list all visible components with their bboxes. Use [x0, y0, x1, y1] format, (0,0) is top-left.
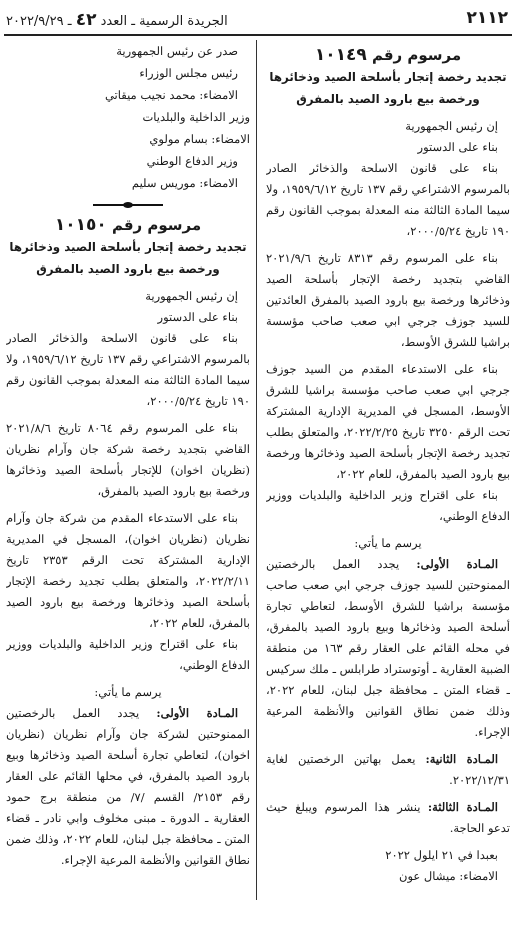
- defense-minister-signature: الامضاء: موريس سليم: [131, 176, 238, 190]
- signature-block: [6, 40, 250, 194]
- decree-subtitle-1: تجديد رخصة إتجار بأسلحة الصيد وذخائرها: [9, 240, 247, 254]
- issue-number: ٤٢: [75, 10, 97, 30]
- article-1-text: يجدد العمل بالرخصتين الممنوحتين لشركة جان وآرام نظريان (نظريان اخوان)، لتعاطي تجارة أسلحة الصيد وذخائرها وبيع بارود الصيد بالمفرق، في محلها القائم على العقار رقم ٢١٥٣/ القسم /٧/ من منطقة برج حمود العقارية ـ الدورة ـ مبنى مخلوف وابي نادر ـ قضاء المتن ـ محافظة جبل لبنان، للعام ٢٠٢٢، وذلك ضمن نطاق القوانين والأنظمة المرعية الإجراء.: [6, 706, 250, 867]
- law-reference: بناء على قانون الاسلحة والذخائر الصادر بالمرسوم الاشتراعي رقم ١٣٧ تاريخ ١٩٥٩/٦/١٢، ولا سيما المادة الثالثة منه المعدلة بموجب القانون رقم ١٩٠ تاريخ ٢٠٠٠/٥/٢٤،: [266, 161, 510, 238]
- decree-reference: بناء على المرسوم رقم ٨٠٦٤ تاريخ ٢٠٢١/٨/٦ القاضي بتجديد رخصة شركة جان وآرام نظريان (نظريان اخوان) للإتجار بأسلحة الصيد وذخائرها ورخصة بيع بارود الصيد بالمفرق،: [6, 421, 250, 498]
- decree-subtitle-2: ورخصة بيع بارود الصيد بالمفرق: [36, 262, 220, 276]
- decree-title: مرسوم رقم: [371, 46, 462, 64]
- article-1: [6, 703, 250, 871]
- law-reference: بناء على قانون الاسلحة والذخائر الصادر بالمرسوم الاشتراعي رقم ١٣٧ تاريخ ١٩٥٩/٦/١٢، ولا سيما المادة الثالثة منه المعدلة بموجب القانون رقم ١٩٠ تاريخ ٢٠٠٠/٥/٢٤،: [6, 331, 250, 408]
- application-reference: بناء على الاستدعاء المقدم من السيد جوزف جرجي ابي صعب صاحب مؤسسة براشيا للشرق الأوسط، المسجل في المديرية الإدارية المشتركة تحت الرقم ٣٢٥٠ تاريخ ٢٠٢٢/٢/٢٥، والمتعلق بطلب تجديد رخصة الإتجار بأسلحة الصيد وذخائرها ورخصة بيع بارود الصيد بالمفرق، للعام ٢٠٢٢،: [266, 362, 510, 481]
- decree-title: مرسوم رقم: [111, 216, 202, 234]
- journal-name: الجريدة الرسمية ـ العدد: [100, 14, 228, 29]
- decree-subtitle-1: تجديد رخصة إتجار بأسلحة الصيد وذخائرها: [269, 70, 507, 84]
- article-1-text: يجدد العمل بالرخصتين الممنوحتين للسيد جوزف جرجي ابي صعب صاحب مؤسسة براشيا للشرق الأوسط، لتعاطي تجارة أسلحة الصيد وذخائرها وبيع بارود الصيد بالمفرق، في محله القائم على العقار رقم ١٦٣ من منطقة الضبية العقارية ـ أوتوستراد طرابلس ـ ملك سركيس ـ قضاء المتن ـ محافظة جبل لبنان، للعام ٢٠٢٢، وذلك ضمن نطاق القوانين والأنظمة المرعية الإجراء.: [266, 557, 510, 739]
- president-line: إن رئيس الجمهورية: [405, 119, 498, 133]
- ministers-proposal: بناء على اقتراح وزير الداخلية والبلديات ووزير الدفاع الوطني،: [6, 637, 250, 672]
- article-3-text: ينشر هذا المرسوم ويبلغ حيث تدعو الحاجة.: [266, 800, 510, 835]
- decree-subtitle-2: ورخصة بيع بارود الصيد بالمفرق: [296, 92, 480, 106]
- article-2-label: المـادة الثانية:: [425, 752, 499, 766]
- issued-by: صدر عن رئيس الجمهورية: [116, 44, 238, 58]
- column-divider: [256, 40, 257, 900]
- decrees-line: يرسم ما يأتي:: [94, 685, 162, 699]
- interior-minister-signature: الامضاء: بسام مولوي: [149, 132, 250, 146]
- application-reference: بناء على الاستدعاء المقدم من شركة جان وآرام نظريان (نظريان اخوان)، المسجل في المديرية الإدارية المشتركة تحت الرقم ٢٣٥٣ تاريخ ٢٠٢٢/٢/١١، والمتعلق بطلب تجديد رخصة الإتجار بأسلحة الصيد وذخائرها ورخصة بيع بارود الصيد بالمفرق، للعام ٢٠٢٢،: [6, 511, 250, 630]
- header-rule: [4, 34, 512, 36]
- president-line: إن رئيس الجمهورية: [145, 289, 238, 303]
- decree-number: ١٠١٥٠: [54, 215, 107, 235]
- article-2: [266, 749, 510, 791]
- article-2-text: يعمل بهاتين الرخصتين لغاية ٢٠٢٢/١٢/٣١.: [266, 752, 510, 787]
- ministers-proposal: بناء على اقتراح وزير الداخلية والبلديات ووزير الدفاع الوطني،: [266, 488, 510, 523]
- decree-number: ١٠١٤٩: [314, 45, 367, 65]
- defense-minister-title: وزير الدفاع الوطني: [146, 154, 238, 168]
- page-number: ٢١١٢: [466, 8, 508, 28]
- article-1-label: المـادة الأولى:: [416, 557, 499, 571]
- president-signature: الامضاء: ميشال عون: [399, 869, 498, 883]
- page-header: [0, 8, 516, 36]
- journal-issue-line: [6, 10, 228, 30]
- decree-heading-10149: [266, 44, 510, 66]
- constitution-line: بناء على الدستور: [417, 140, 498, 154]
- issue-date: ـ ٢٠٢٢/٩/٢٩: [6, 14, 72, 29]
- constitution-line: بناء على الدستور: [157, 310, 238, 324]
- interior-minister-title: وزير الداخلية والبلديات: [142, 110, 250, 124]
- article-3-label: المـادة الثالثة:: [427, 800, 499, 814]
- signed-date: بعبدا في ٢١ ايلول ٢٠٢٢: [385, 848, 498, 862]
- decrees-line: يرسم ما يأتي:: [354, 536, 422, 550]
- decree-heading-10150: [6, 214, 250, 236]
- pm-title: رئيس مجلس الوزراء: [139, 66, 238, 80]
- pm-signature: الامضاء: محمد نجيب ميقاتي: [104, 88, 238, 102]
- right-column: [266, 40, 510, 920]
- article-1-label: المـادة الأولى:: [156, 706, 239, 720]
- section-divider: [93, 202, 163, 208]
- article-3: [266, 797, 510, 839]
- left-column: [6, 40, 250, 920]
- article-1: [266, 554, 510, 743]
- decree-reference: بناء على المرسوم رقم ٨٣١٣ تاريخ ٢٠٢١/٩/٦ القاضي بتجديد رخصة الإتجار بأسلحة الصيد وذخائرها ورخصة بيع بارود الصيد بالمفرق العائدتين للسيد جوزف جرجي ابي صعب صاحب مؤسسة براشيا للشرق الأوسط،: [266, 251, 510, 349]
